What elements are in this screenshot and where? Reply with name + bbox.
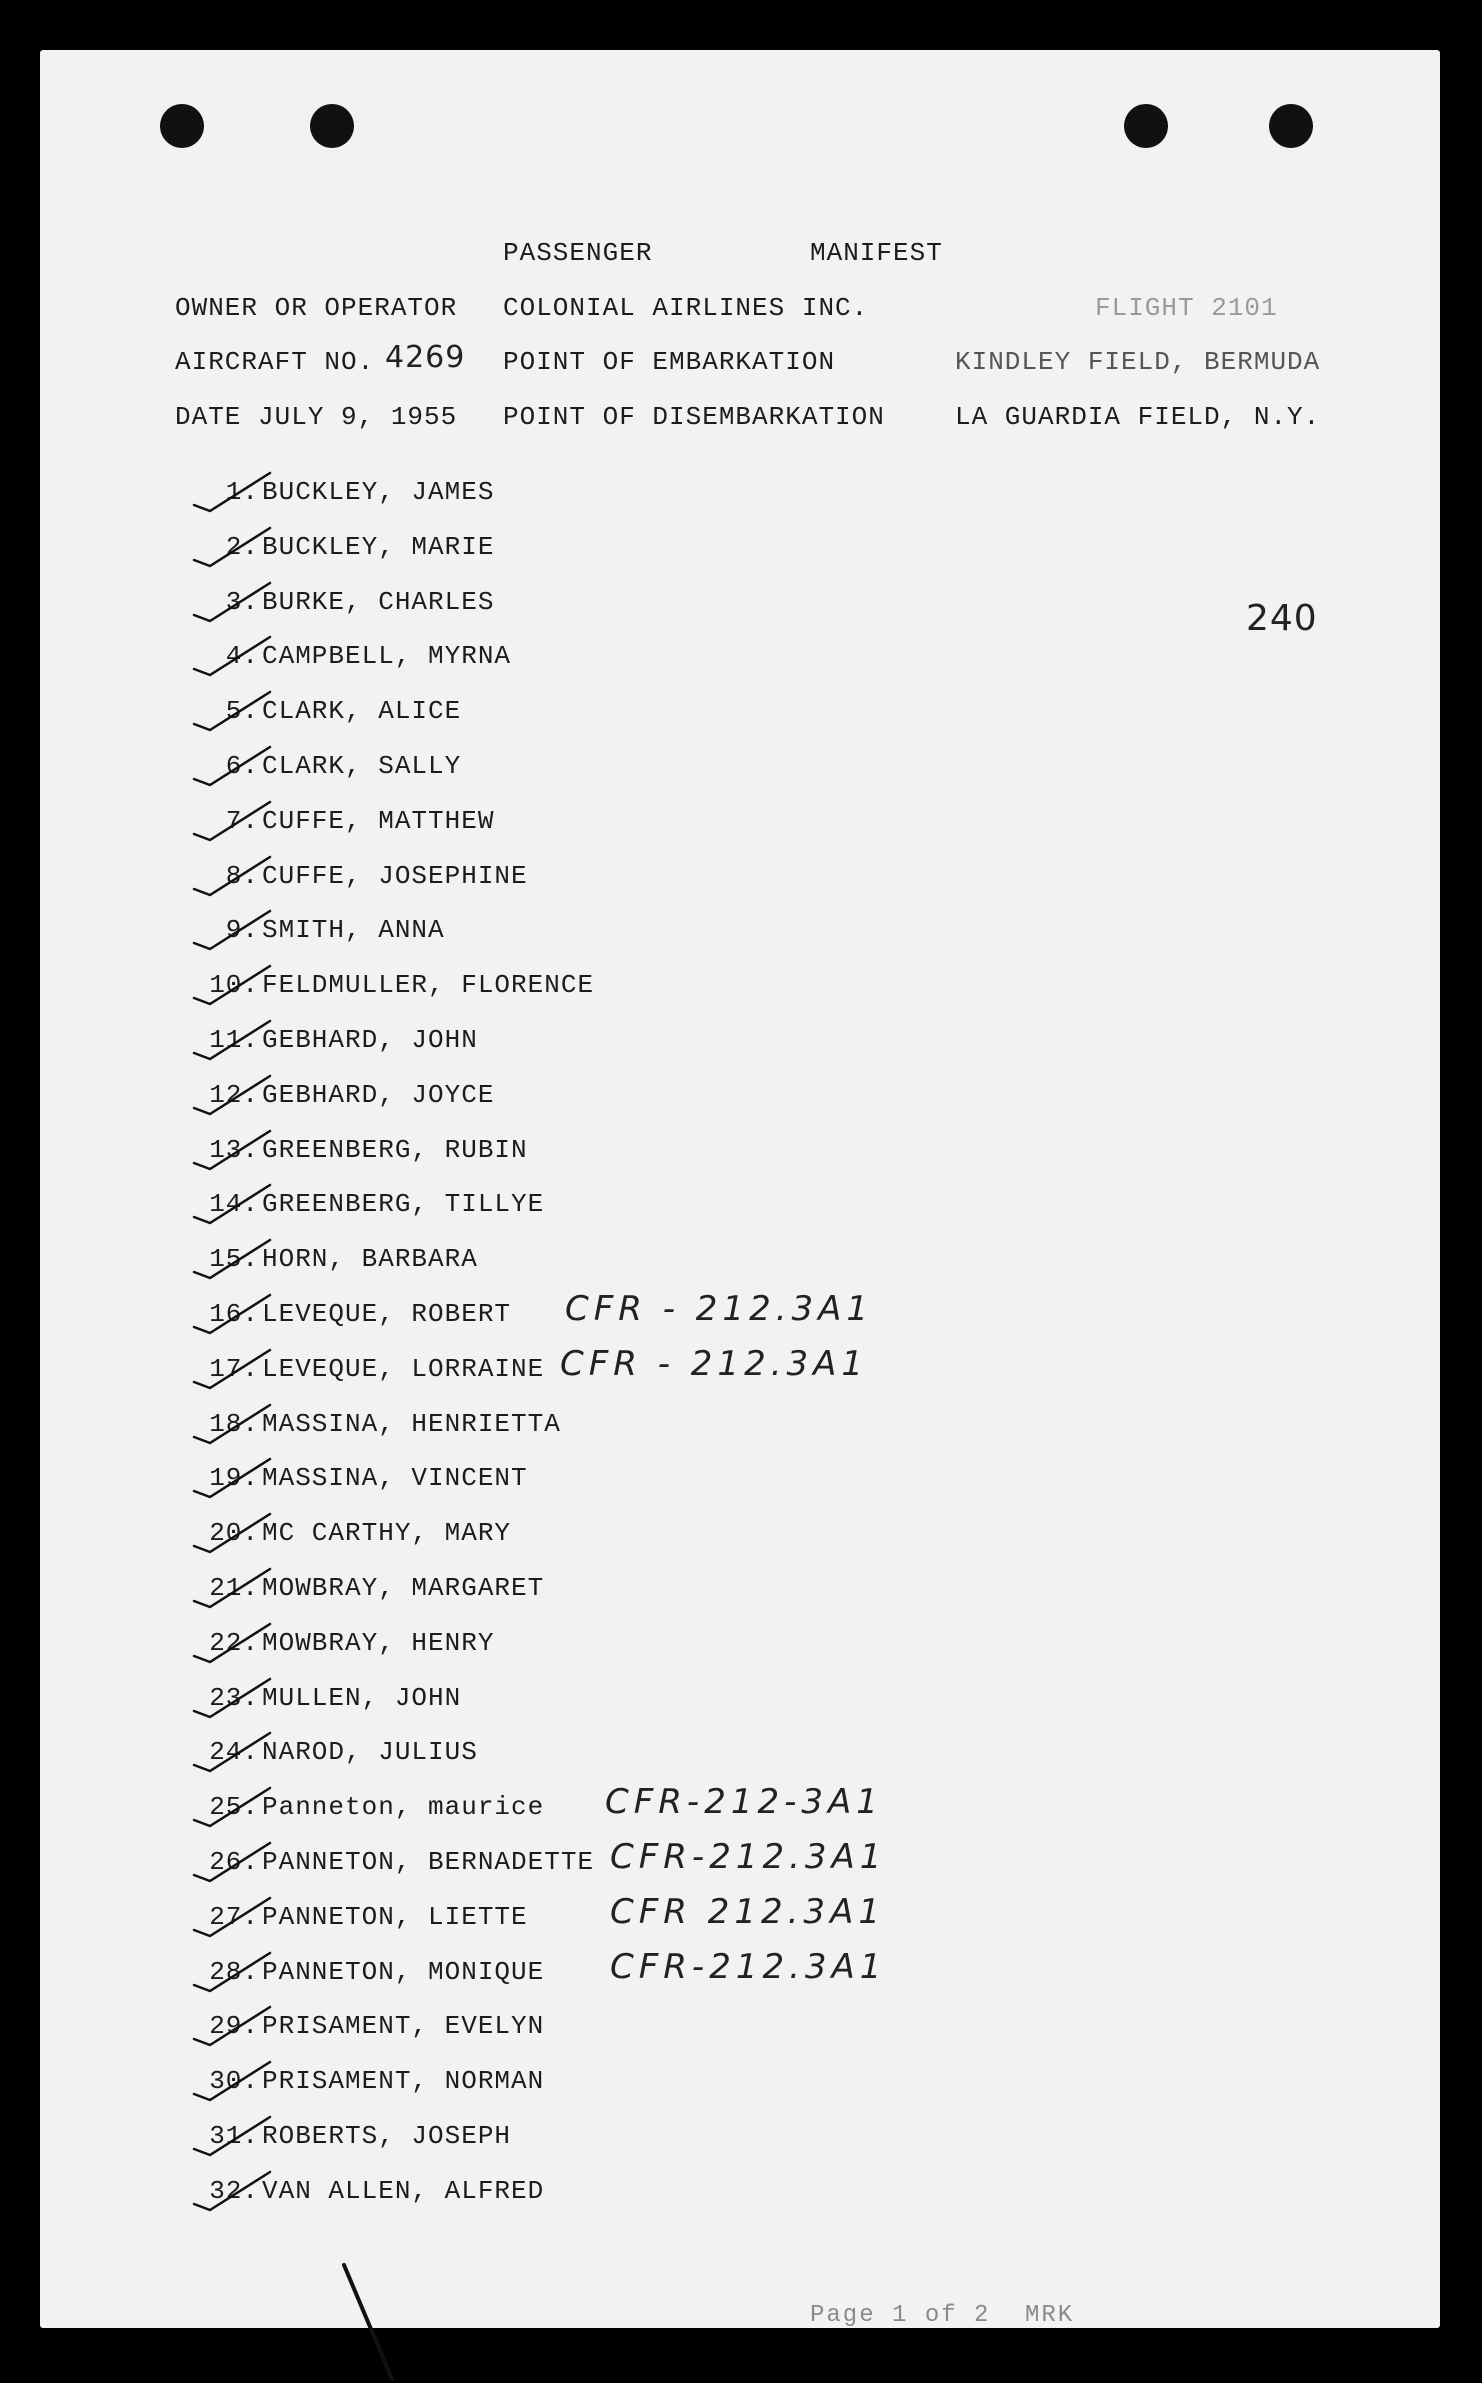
passenger-number: 10. bbox=[209, 970, 259, 1001]
passenger-name: BUCKLEY, JAMES bbox=[262, 477, 495, 507]
passenger-name: PANNETON, BERNADETTE bbox=[262, 1847, 595, 1877]
passenger-row bbox=[40, 696, 1440, 736]
passenger-name: FELDMULLER, FLORENCE bbox=[262, 970, 595, 1001]
passenger-name: NAROD, JULIUS bbox=[262, 1737, 478, 1768]
passenger-name: MOWBRAY, HENRY bbox=[262, 1627, 495, 1658]
passenger-row bbox=[40, 477, 1440, 517]
passenger-row bbox=[40, 1946, 1440, 1997]
date-label: DATE JULY 9, 1955 bbox=[175, 402, 458, 432]
clerk-initials: MRK bbox=[1025, 2302, 1075, 2329]
passenger-number: 2. bbox=[225, 531, 259, 562]
punch-hole bbox=[310, 104, 354, 148]
passenger-name: Panneton, maurice bbox=[262, 1792, 545, 1823]
passenger-row bbox=[40, 532, 1440, 572]
passenger-number: 30. bbox=[209, 2066, 259, 2097]
passenger-number: 21. bbox=[209, 1573, 259, 1603]
passenger-row bbox=[40, 1891, 1440, 1942]
passenger-name: CUFFE, MATTHEW bbox=[262, 805, 495, 836]
punch-hole bbox=[1124, 104, 1168, 148]
passenger-number: 3. bbox=[225, 586, 259, 617]
passenger-name: LEVEQUE, LORRAINE bbox=[262, 1353, 545, 1384]
passenger-number: 23. bbox=[209, 1682, 259, 1713]
passenger-row bbox=[40, 1343, 1440, 1394]
aircraft-number: 4269 bbox=[385, 340, 466, 375]
passenger-row bbox=[40, 1683, 1440, 1723]
passenger-number: 9. bbox=[225, 915, 259, 946]
passenger-number: 27. bbox=[209, 1901, 259, 1932]
passenger-name: GEBHARD, JOYCE bbox=[262, 1079, 495, 1110]
passenger-number: 6. bbox=[225, 751, 259, 781]
manifest-page bbox=[40, 50, 1440, 2328]
page-number: Page 1 of 2 bbox=[810, 2302, 991, 2329]
passenger-name: BURKE, CHARLES bbox=[262, 586, 495, 617]
manifest-title-right: MANIFEST bbox=[810, 238, 943, 268]
passenger-row bbox=[40, 1837, 1440, 1887]
passenger-number: 24. bbox=[209, 1737, 259, 1768]
passenger-number: 28. bbox=[209, 1956, 259, 1987]
passenger-row bbox=[40, 2066, 1440, 2106]
passenger-number: 25. bbox=[209, 1792, 259, 1823]
manifest-title-left: PASSENGER bbox=[503, 238, 653, 268]
passenger-number: 14. bbox=[209, 1189, 259, 1220]
passenger-number: 18. bbox=[209, 1408, 259, 1439]
owner-label: OWNER OR OPERATOR bbox=[175, 293, 458, 323]
passenger-name: MC CARTHY, MARY bbox=[262, 1518, 512, 1549]
disembarkation-value: LA GUARDIA FIELD, N.Y. bbox=[955, 402, 1321, 432]
passenger-row bbox=[40, 1518, 1440, 1558]
passenger-name: MOWBRAY, MARGARET bbox=[262, 1573, 545, 1603]
passenger-number: 1. bbox=[225, 477, 259, 507]
passenger-number: 7. bbox=[225, 805, 259, 836]
passenger-row bbox=[40, 915, 1440, 955]
passenger-number: 16. bbox=[209, 1299, 259, 1329]
passenger-row bbox=[40, 1573, 1440, 1613]
passenger-name: PRISAMENT, EVELYN bbox=[262, 2011, 545, 2042]
pen-stroke bbox=[340, 2263, 420, 2383]
passenger-name: GREENBERG, TILLYE bbox=[262, 1189, 545, 1220]
disembarkation-label: POINT OF DISEMBARKATION bbox=[503, 402, 885, 432]
passenger-name: CLARK, ALICE bbox=[262, 696, 462, 727]
passenger-row bbox=[40, 861, 1440, 901]
passenger-name: HORN, BARBARA bbox=[262, 1244, 478, 1275]
handwritten-cfr-note: CFR-212.3A1 bbox=[610, 1946, 887, 1987]
passenger-number: 5. bbox=[225, 696, 259, 727]
passenger-name: VAN ALLEN, ALFRED bbox=[262, 2175, 545, 2206]
aircraft-label: AIRCRAFT NO. bbox=[175, 347, 375, 377]
passenger-row bbox=[40, 1189, 1440, 1229]
owner-value: COLONIAL AIRLINES INC. bbox=[503, 293, 869, 323]
passenger-row bbox=[40, 751, 1440, 791]
embarkation-value: KINDLEY FIELD, BERMUDA bbox=[955, 347, 1321, 377]
passenger-row bbox=[40, 806, 1440, 846]
handwritten-cfr-note: CFR 212.3A1 bbox=[610, 1891, 885, 1932]
passenger-name: LEVEQUE, ROBERT bbox=[262, 1299, 512, 1329]
handwritten-cfr-note: CFR - 212.3A1 bbox=[560, 1343, 869, 1384]
passenger-number: 4. bbox=[225, 641, 259, 672]
passenger-row bbox=[40, 1782, 1440, 1832]
passenger-number: 13. bbox=[209, 1134, 259, 1165]
passenger-name: SMITH, ANNA bbox=[262, 915, 445, 946]
passenger-number: 8. bbox=[225, 860, 259, 891]
handwritten-cfr-note: CFR - 212.3A1 bbox=[565, 1289, 874, 1329]
passenger-number: 19. bbox=[209, 1463, 259, 1494]
passenger-row bbox=[40, 1135, 1440, 1175]
passenger-name: CLARK, SALLY bbox=[262, 751, 462, 781]
stamp-number: 240 bbox=[1246, 598, 1318, 639]
passenger-number: 17. bbox=[209, 1353, 259, 1384]
passenger-number: 22. bbox=[209, 1627, 259, 1658]
punch-hole bbox=[1269, 104, 1313, 148]
passenger-name: CAMPBELL, MYRNA bbox=[262, 641, 512, 672]
passenger-name: MULLEN, JOHN bbox=[262, 1682, 462, 1713]
passenger-name: MASSINA, HENRIETTA bbox=[262, 1408, 561, 1439]
passenger-row bbox=[40, 2011, 1440, 2051]
passenger-number: 15. bbox=[209, 1244, 259, 1275]
passenger-row bbox=[40, 1463, 1440, 1503]
passenger-name: CUFFE, JOSEPHINE bbox=[262, 860, 528, 891]
handwritten-cfr-note: CFR-212-3A1 bbox=[605, 1782, 883, 1823]
passenger-name: BUCKLEY, MARIE bbox=[262, 531, 495, 562]
passenger-name: ROBERTS, JOSEPH bbox=[262, 2121, 512, 2151]
passenger-row bbox=[40, 1080, 1440, 1120]
flight-number: FLIGHT 2101 bbox=[1095, 293, 1278, 323]
passenger-row bbox=[40, 1409, 1440, 1449]
passenger-name: PANNETON, MONIQUE bbox=[262, 1956, 545, 1987]
passenger-row bbox=[40, 2121, 1440, 2161]
passenger-number: 20. bbox=[209, 1518, 259, 1549]
passenger-name: PANNETON, LIETTE bbox=[262, 1901, 528, 1932]
passenger-row bbox=[40, 1628, 1440, 1668]
passenger-number: 32. bbox=[209, 2175, 259, 2206]
punch-hole bbox=[160, 104, 204, 148]
passenger-number: 31. bbox=[209, 2121, 259, 2151]
passenger-row bbox=[40, 1289, 1440, 1339]
passenger-row bbox=[40, 1244, 1440, 1284]
passenger-row bbox=[40, 641, 1440, 681]
passenger-number: 29. bbox=[209, 2011, 259, 2042]
passenger-row bbox=[40, 970, 1440, 1010]
passenger-name: GREENBERG, RUBIN bbox=[262, 1134, 528, 1165]
passenger-row bbox=[40, 587, 1440, 627]
passenger-name: GEBHARD, JOHN bbox=[262, 1025, 478, 1055]
passenger-number: 26. bbox=[209, 1847, 259, 1877]
passenger-name: MASSINA, VINCENT bbox=[262, 1463, 528, 1494]
passenger-name: PRISAMENT, NORMAN bbox=[262, 2066, 545, 2097]
passenger-number: 12. bbox=[209, 1079, 259, 1110]
handwritten-cfr-note: CFR-212.3A1 bbox=[610, 1837, 887, 1877]
passenger-row bbox=[40, 1737, 1440, 1777]
passenger-row bbox=[40, 2176, 1440, 2216]
passenger-row bbox=[40, 1025, 1440, 1065]
embarkation-label: POINT OF EMBARKATION bbox=[503, 347, 836, 377]
passenger-number: 11. bbox=[209, 1025, 259, 1055]
